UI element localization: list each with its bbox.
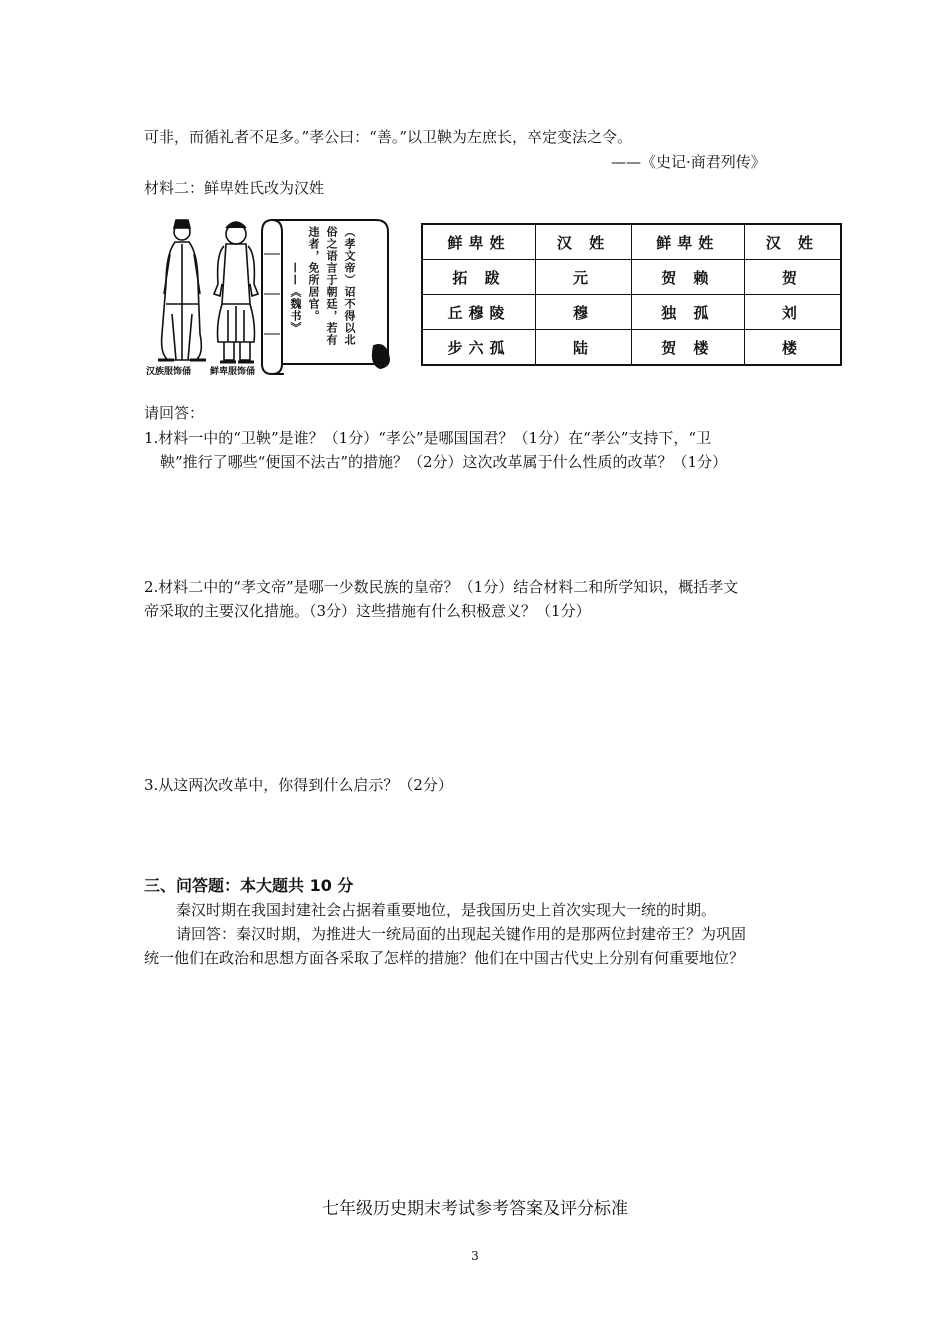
table-row [422, 330, 841, 366]
xianbei-figurine-caption: 鲜卑服饰俑 [210, 367, 256, 377]
table-cell: 陆 [536, 330, 632, 366]
scroll-column-3: 违者，免所居官。 [307, 226, 320, 322]
table-cell: 刘 [744, 295, 841, 330]
please-answer-label: 请回答： [144, 404, 205, 422]
section-3-title: 三、问答题：本大题共 10 分 [144, 876, 354, 895]
scroll-source: ——《魏书》 [289, 262, 302, 334]
section-3-paragraph-2-line-1: 请回答：秦汉时期，为推进大一统局面的出现起关键作用的是那两位封建帝王？为巩固 [176, 925, 747, 943]
table-header-row [422, 224, 841, 260]
material-two-title: 材料二：鲜卑姓氏改为汉姓 [144, 179, 325, 197]
table-cell: 穆 [536, 295, 632, 330]
header-cell: 鲜卑姓 [631, 224, 744, 260]
question-1-line-1: 1.材料一中的“卫鞅”是谁？（1分）“孝公”是哪国国君？（1分）在“孝公”支持下，“卫 [144, 429, 712, 447]
han-figurine-image [158, 220, 206, 360]
question-1-line-2: 鞅”推行了哪些“便国不法古”的措施？（2分）这次改革属于什么性质的改革？（1分） [160, 453, 728, 471]
material-one-tail: 可非，而循礼者不足多。”孝公曰：“善。”以卫鞅为左庶长，卒定变法之令。 [144, 128, 633, 146]
header-cell: 汉 姓 [536, 224, 632, 260]
material-one-source: ——《史记·商君列传》 [611, 153, 766, 171]
table-cell: 贺 赖 [631, 260, 744, 295]
figurine-illustration [144, 214, 404, 379]
table-cell: 贺 [744, 260, 841, 295]
figurine-scroll-figure [144, 214, 404, 379]
question-2-line-1: 2.材料二中的“孝文帝”是哪一少数民族的皇帝？（1分）结合材料二和所学知识，概括孝文 [144, 578, 739, 596]
table-cell: 拓 跋 [422, 260, 536, 295]
question-3: 3.从这两次改革中，你得到什么启示？（2分） [144, 776, 453, 794]
section-3-paragraph-2-line-2: 统一他们在政治和思想方面各采取了怎样的措施？他们在中国古代史上分别有何重要地位？ [144, 949, 745, 967]
table-cell: 步六孤 [422, 330, 536, 366]
table-cell: 楼 [744, 330, 841, 366]
table-row [422, 295, 841, 330]
section-3-paragraph-1: 秦汉时期在我国封建社会占据着重要地位，是我国历史上首次实现大一统的时期。 [176, 901, 717, 919]
table-cell: 贺 楼 [631, 330, 744, 366]
table-cell: 元 [536, 260, 632, 295]
page-number: 3 [471, 1249, 479, 1263]
table-row [422, 260, 841, 295]
table-cell: 丘穆陵 [422, 295, 536, 330]
han-figurine-caption: 汉族服饰俑 [146, 367, 192, 377]
table-cell: 独 孤 [631, 295, 744, 330]
surname-table [421, 223, 842, 366]
header-cell: 汉 姓 [744, 224, 841, 260]
scroll-column-1: （孝文帝）诏不得以北 [343, 226, 356, 346]
scroll-column-2: 俗之语言于朝廷，若有 [325, 226, 338, 346]
answer-key-title: 七年级历史期末考试参考答案及评分标准 [322, 1199, 628, 1219]
question-2-line-2: 帝采取的主要汉化措施。（3分）这些措施有什么积极意义？（1分） [144, 602, 591, 620]
xianbei-figurine-image [214, 222, 258, 362]
header-cell: 鲜卑姓 [422, 224, 536, 260]
